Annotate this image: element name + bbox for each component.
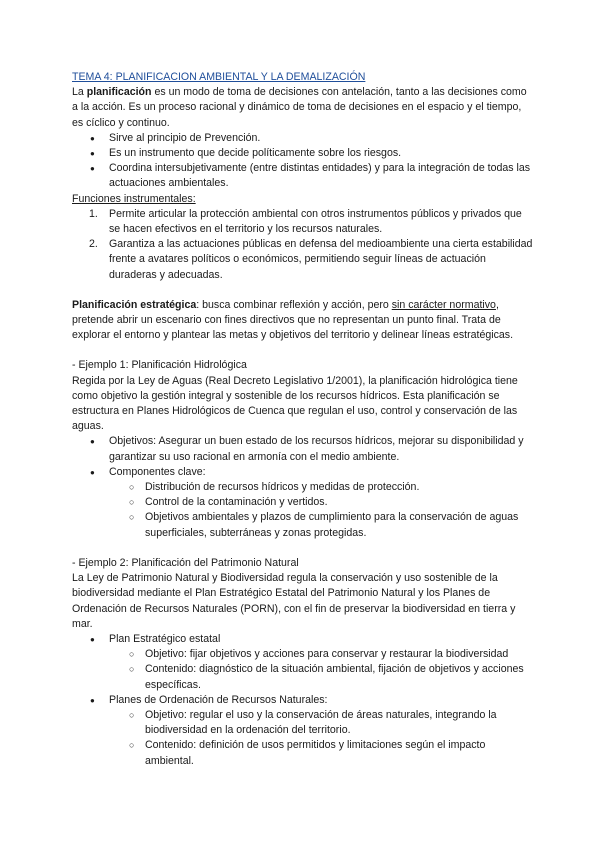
- estrategica-post: , pretende abrir un escenario con fines directivos que no representan un punto final. Trata de explorar el entorno y plantear las metas y objetivos del territorio y delinear líneas estratégicas.: [72, 298, 514, 342]
- funciones-list: [72, 207, 534, 283]
- list-item-text: Componentes clave:: [109, 465, 206, 478]
- list-item: ● Coordina intersubjetivamente (entre distintas entidades) y para la integración de todas las actuaciones ambientales.: [72, 161, 534, 191]
- list-item-text: Garantiza a las actuaciones públicas en defensa del medioambiente una cierta estabilidad frente a avatares políticos o económicos, permitiendo seguir líneas de actuación duraderas y adecuadas.: [109, 238, 533, 281]
- intro-paragraph: [72, 85, 534, 131]
- list-item: ● Objetivos: Asegurar un buen estado de los recursos hídricos, mejorar su disponibilidad y garantizar su uso racional en armonía con el medio ambiente.: [72, 434, 534, 464]
- list-number: 1.: [89, 207, 98, 220]
- ejemplo1-sub-list: [72, 480, 534, 541]
- intro-lead: La: [72, 86, 87, 99]
- list-item: [72, 237, 534, 283]
- ejemplo2-heading: - Ejemplo 2: Planificación del Patrimonio Natural: [72, 556, 299, 569]
- ejemplo2-sub-list-b: [72, 708, 534, 769]
- list-item: ● Plan Estratégico estatal: [72, 632, 534, 647]
- spacer: [72, 283, 534, 298]
- sub-list-item: ○ Contenido: definición de usos permitidos y limitaciones según el impacto ambiental.: [72, 738, 534, 768]
- sub-list-item: ○ Contenido: diagnóstico de la situación ambiental, fijación de objetivos y acciones específicas.: [72, 662, 534, 692]
- intro-bold-term: planificación: [86, 86, 152, 99]
- sub-list-item: ○ Control de la contaminación y vertidos.: [72, 495, 534, 510]
- list-item: [72, 465, 534, 480]
- list-number: 2.: [89, 238, 98, 251]
- ejemplo1-heading: - Ejemplo 1: Planificación Hidrológica: [72, 359, 247, 372]
- list-item: ● Es un instrumento que decide políticamente sobre los riesgos.: [72, 146, 534, 161]
- estrategica-term: Planificación estratégica: [72, 298, 197, 311]
- estrategica-paragraph: [72, 298, 534, 344]
- page-title: TEMA 4: PLANIFICACION AMBIENTAL Y LA DEMALIZACIÓN: [72, 71, 366, 83]
- ejemplo1-bullet-list: [72, 434, 534, 480]
- spacer: [72, 541, 534, 556]
- sub-list-item: ○ Objetivo: regular el uso y la conservación de áreas naturales, integrando la biodiversidad en la ordenación del territorio.: [72, 708, 534, 738]
- list-item: ● Sirve al principio de Prevención.: [72, 131, 534, 146]
- ejemplo1-text: Regida por la Ley de Aguas (Real Decreto Legislativo 1/2001), la planificación hidrológica tiene como objetivo la gestión integral y sostenible de los recursos hídricos. Esta planificación se estructura en Planes Hidrológicos de Cuenca que regulan el uso, control y conservación de las aguas.: [72, 374, 518, 433]
- sub-list-item: ○ Distribución de recursos hídricos y medidas de protección.: [72, 480, 534, 495]
- ejemplo2-text: La Ley de Patrimonio Natural y Biodiversidad regula la conservación y uso sostenible de la biodiversidad mediante el Plan Estratégico Estatal del Patrimonio Natural y los Planes de Ordenación de Recursos Naturales (PORN), con el fin de preservar la biodiversidad en tierra y mar.: [72, 572, 516, 630]
- sub-list-item: ○ Objetivo: fijar objetivos y acciones para conservar y restaurar la biodiversidad: [72, 647, 534, 662]
- list-item: ● Planes de Ordenación de Recursos Naturales:: [72, 693, 534, 708]
- sub-list-item: ○ Objetivos ambientales y plazos de cumplimiento para la conservación de aguas superficiales, subterráneas y zonas protegidas.: [72, 510, 534, 540]
- estrategica-pre: : busca combinar reflexión y acción, pero: [196, 298, 392, 311]
- intro-bullet-list: [72, 131, 534, 192]
- list-item: [72, 207, 534, 237]
- ejemplo2-sub-list-a: [72, 647, 534, 693]
- intro-rest: es un modo de toma de decisiones con antelación, tanto a las decisiones como a la acción. Es un proceso racional y dinámico de toma de decisiones en el espacio y el tiempo, es cíclico y continuo.: [72, 86, 527, 129]
- document-page: [72, 70, 534, 769]
- estrategica-underlined: sin carácter normativo: [391, 298, 496, 311]
- funciones-heading: Funciones instrumentales:: [72, 192, 196, 205]
- ejemplo2-bullet-list-b: [72, 693, 534, 708]
- ejemplo2-bullet-list-a: [72, 632, 534, 647]
- list-item-text: Permite articular la protección ambiental con otros instrumentos públicos y privados que se hacen efectivos en el territorio y los recursos naturales.: [109, 207, 522, 236]
- spacer: [72, 343, 534, 358]
